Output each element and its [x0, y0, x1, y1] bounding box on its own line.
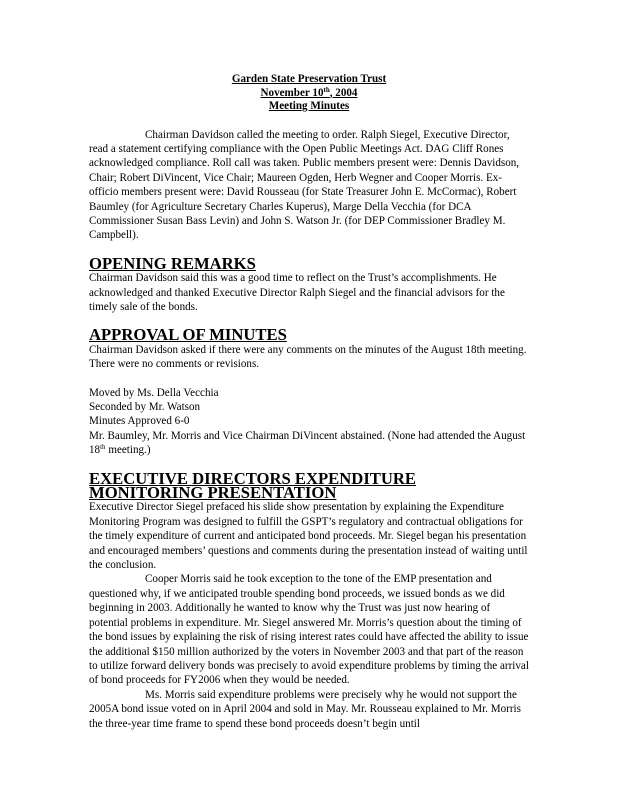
abstentions-suffix: th	[100, 443, 106, 452]
expenditure-paragraph-2: Cooper Morris said he took exception to the tone of the EMP presentation and questioned why, if we anticipated trouble spending bond proceeds, we issued bonds as we did beginning in 2003. Additionally he wanted to know why the Trust was just now hearing of potential problems in expenditure. Mr. Siegel answered Mr. Morris’s question about the timing of the bond issues by explaining the risk of rising interest rates could have affected the ability to issue the additional $150 million authorized by the voters in November 2003 and that part of the reason to utilize forward delivery bonds was precisely to avoid expenditure problems by timing the arrival of bond proceeds for FY2006 when they would be needed.	[89, 573, 529, 687]
opening-remarks-paragraph: Chairman Davidson said this was a good time to reflect on the Trust’s accomplishments. He acknowledged and thanked Executive Director Ralph Siegel and the financial advisors for the timely sale of the bonds.	[89, 272, 505, 313]
abstentions-text: Mr. Baumley, Mr. Morris and Vice Chairman DiVincent abstained. (None had attended the August 18	[89, 429, 526, 457]
document-subtitle: Meeting Minutes	[268, 100, 350, 112]
approval-heading: APPROVAL OF MINUTES	[89, 325, 287, 345]
motion-moved: Moved by Ms. Della Vecchia	[89, 386, 219, 399]
motion-seconded: Seconded by Mr. Watson	[89, 401, 201, 413]
expenditure-paragraph-3: Ms. Morris said expenditure problems were precisely why he would not support the 2005A bond issue voted on in April 2004 and sold in May. Mr. Rousseau explained to Mr. Morris the three-year time frame to spend these bond proceeds doesn’t begin until	[89, 688, 521, 730]
expenditure-heading: EXECUTIVE DIRECTORS EXPENDITURE MONITORING PRESENTATION	[89, 468, 417, 503]
org-title: Garden State Preservation Trust	[231, 73, 387, 85]
approval-paragraph: Chairman Davidson asked if there were any comments on the minutes of the August 18th meeting. There were no comments or revisions.	[89, 343, 527, 371]
document-header	[89, 73, 529, 114]
date-month-day: November 10	[260, 86, 324, 99]
meeting-date	[89, 87, 529, 101]
opening-remarks-heading: OPENING REMARKS	[89, 253, 256, 273]
date-suffix: th	[323, 85, 330, 94]
abstentions	[89, 429, 529, 458]
document-body	[89, 73, 529, 731]
intro-paragraph: Chairman Davidson called the meeting to order. Ralph Siegel, Executive Director, read a statement certifying compliance with the Open Public Meetings Act. DAG Cliff Rones acknowledged compliance. Roll call was taken. Public members present were: Dennis Davidson, Chair; Robert DiVincent, Vice Chair; Maureen Ogden, Herb Wegner and Cooper Morris. Ex-officio members present were: David Rousseau (for State Treasurer John E. McCormac), Robert Baumley (for Agriculture Secretary Charles Kuperus), Marge Della Vecchia (for DCA Commissioner Susan Bass Levin) and John S. Watson Jr. (for DEP Commissioner Bradley M. Campbell).	[89, 128, 520, 242]
abstentions-end: meeting.)	[105, 444, 151, 457]
motion-result: Minutes Approved 6-0	[89, 415, 190, 428]
date-year: , 2004	[329, 86, 358, 99]
expenditure-paragraph-1: Executive Director Siegel prefaced his slide show presentation by explaining the Expenditure Monitoring Program was designed to fulfill the GSPT’s regulatory and contractual obligations for the timely expenditure of current and anticipated bond proceeds. Mr. Siegel began his presentation and encouraged members’ questions and comments during the presentation instead of waiting until the conclusion.	[89, 501, 528, 572]
